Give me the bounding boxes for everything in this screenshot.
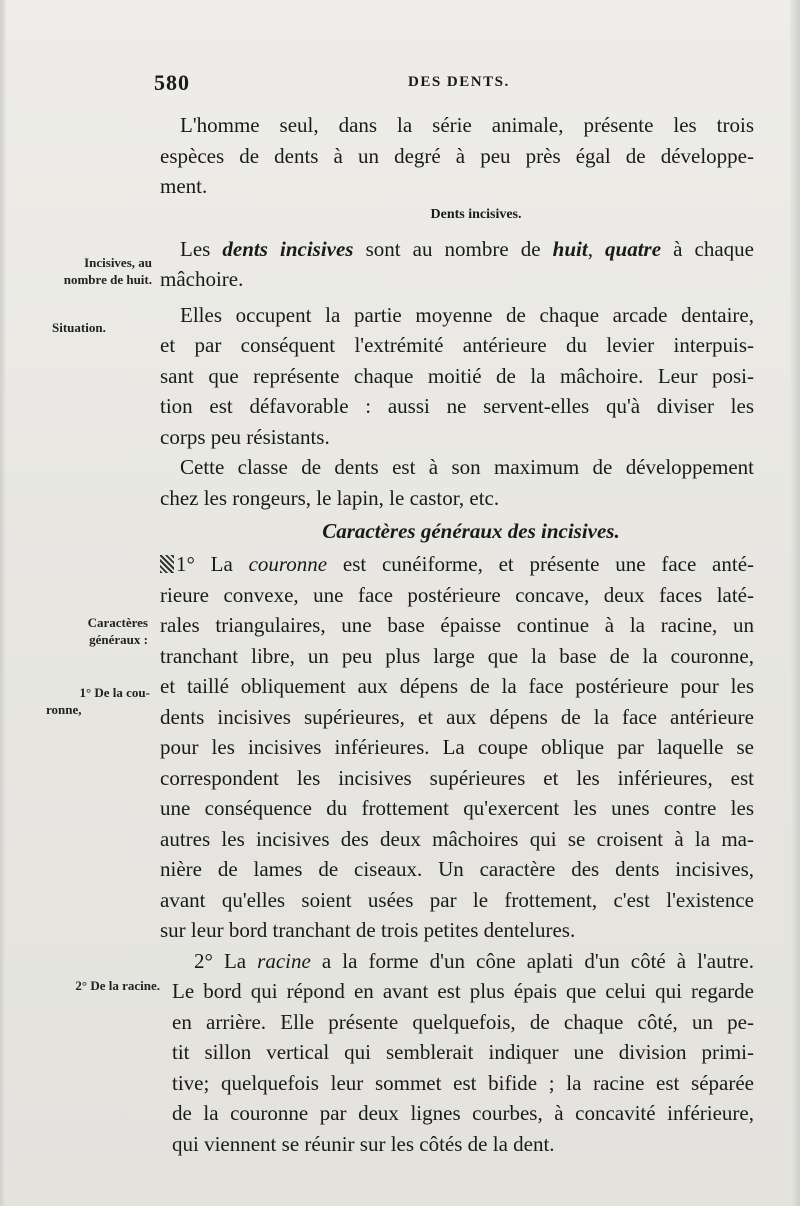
text-line (160, 946, 754, 977)
page-edge-left (0, 0, 6, 1206)
sidenote-caracteres-line1: Caractères (87, 615, 148, 630)
text-line: espèces de dents à un degré à peu près égal de développe- (160, 143, 754, 168)
term-couronne: couronne (248, 552, 328, 576)
term-dents-incisives: dents incisives (222, 236, 354, 261)
text-fragment: 2° La (194, 948, 258, 973)
text-line: Le bord qui répond en avant est plus épais que celui qui regarde (172, 979, 754, 1003)
text-line: chez les rongeurs, le lapin, le castor, etc. (160, 485, 500, 510)
sidenote-racine-text: 2° De la racine. (75, 978, 160, 993)
main-text (160, 110, 754, 1159)
text-line: dents incisives supérieures, et aux dépens de la face antérieure (160, 704, 754, 729)
sidenote-incisives (30, 254, 152, 288)
text-line: sur leur bord tranchant de trois petites dentelures. (160, 918, 576, 942)
text-line: et par conséquent l'extrémité antérieure du levier interpuis- (160, 333, 754, 357)
text-line: de la couronne par deux lignes courbes, à concavité inférieure, (172, 1101, 754, 1125)
section-heading-caracteres: Caractères généraux des incisives. (322, 519, 620, 543)
sidenote-racine (30, 977, 160, 994)
text-line (160, 234, 754, 265)
text-fragment: a la forme d'un cône aplati d'un côté à l'autre. (310, 948, 754, 973)
text-line: tranchant libre, un peu plus large que la base de la couronne, (160, 643, 754, 668)
text-fragment: à chaque (661, 236, 754, 261)
text-fragment: , (587, 236, 606, 261)
sidenote-couronne-line1: 1° De la cou- (79, 685, 150, 700)
text-line: une conséquence du frottement qu'exercent les unes contre les (160, 796, 754, 820)
page-header (150, 70, 750, 98)
term-racine: racine (257, 948, 311, 973)
text-line: L'homme seul, dans la série animale, présente les trois (180, 113, 754, 137)
printers-ornament-icon (160, 555, 174, 573)
text-fragment: 1° La (176, 552, 249, 576)
text-line: en arrière. Elle présente quelquefois, de chaque côté, un pe- (172, 1009, 754, 1034)
sidenote-incisives-line1: Incisives, au (84, 255, 152, 270)
sidenote-couronne (30, 684, 150, 718)
text-fragment: Les (180, 236, 223, 261)
text-line: tit sillon vertical qui semblerait indiquer une division primi- (172, 1040, 754, 1064)
text-line: corps peu résistants. (160, 424, 330, 449)
text-line (160, 549, 754, 580)
text-line: rales triangulaires, une base épaisse continue à la racine, un (160, 613, 754, 637)
text-fragment: est cunéiforme, et présente une face anté- (327, 552, 754, 576)
text-line: et taillé obliquement aux dépens de la face postérieure pour les (160, 674, 754, 698)
text-line: avant qu'elles soient usées par le frottement, c'est l'existence (160, 887, 754, 912)
section-heading-incisives: Dents incisives. (430, 206, 522, 222)
text-line: ment. (160, 174, 208, 198)
running-head: DES DENTS. (408, 74, 510, 90)
text-line: Elles occupent la partie moyenne de chaque arcade dentaire, (180, 302, 754, 327)
text-fragment: sont au nombre de (353, 236, 553, 261)
sidenote-couronne-line2: ronne, (46, 702, 82, 717)
page-edge-right (790, 0, 800, 1206)
text-line: qui viennent se réunir sur les côtés de la dent. (172, 1131, 555, 1156)
text-line: sant que représente chaque moitié de la mâchoire. Leur posi- (160, 363, 754, 388)
sidenote-incisives-line2: nombre de huit. (63, 272, 152, 287)
text-line: tive; quelquefois leur sommet est bifide ; la racine est séparée (172, 1070, 754, 1095)
sidenote-caracteres (30, 614, 148, 648)
term-quatre: quatre (605, 236, 662, 261)
text-line: nière de lames de ciseaux. Un caractère des dents incisives, (160, 857, 754, 881)
term-huit: huit (552, 236, 588, 261)
text-line: autres les incisives des deux mâchoires qui se croisent à la ma- (160, 826, 754, 851)
sidenote-situation-text: Situation. (52, 320, 106, 335)
text-line: pour les incisives inférieures. La coupe oblique par laquelle se (160, 735, 754, 759)
text-line: rieure convexe, une face postérieure concave, deux faces laté- (160, 582, 754, 607)
text-line: tion est défavorable : aussi ne servent-elles qu'à diviser les (160, 394, 754, 418)
page-number: 580 (154, 70, 190, 95)
text-line: correspondent les incisives supérieures et les inférieures, est (160, 765, 754, 790)
text-line: mâchoire. (160, 267, 244, 291)
sidenote-situation (30, 319, 142, 336)
text-line: Cette classe de dents est à son maximum de développement (180, 455, 754, 479)
sidenote-caracteres-line2: généraux : (89, 632, 148, 647)
